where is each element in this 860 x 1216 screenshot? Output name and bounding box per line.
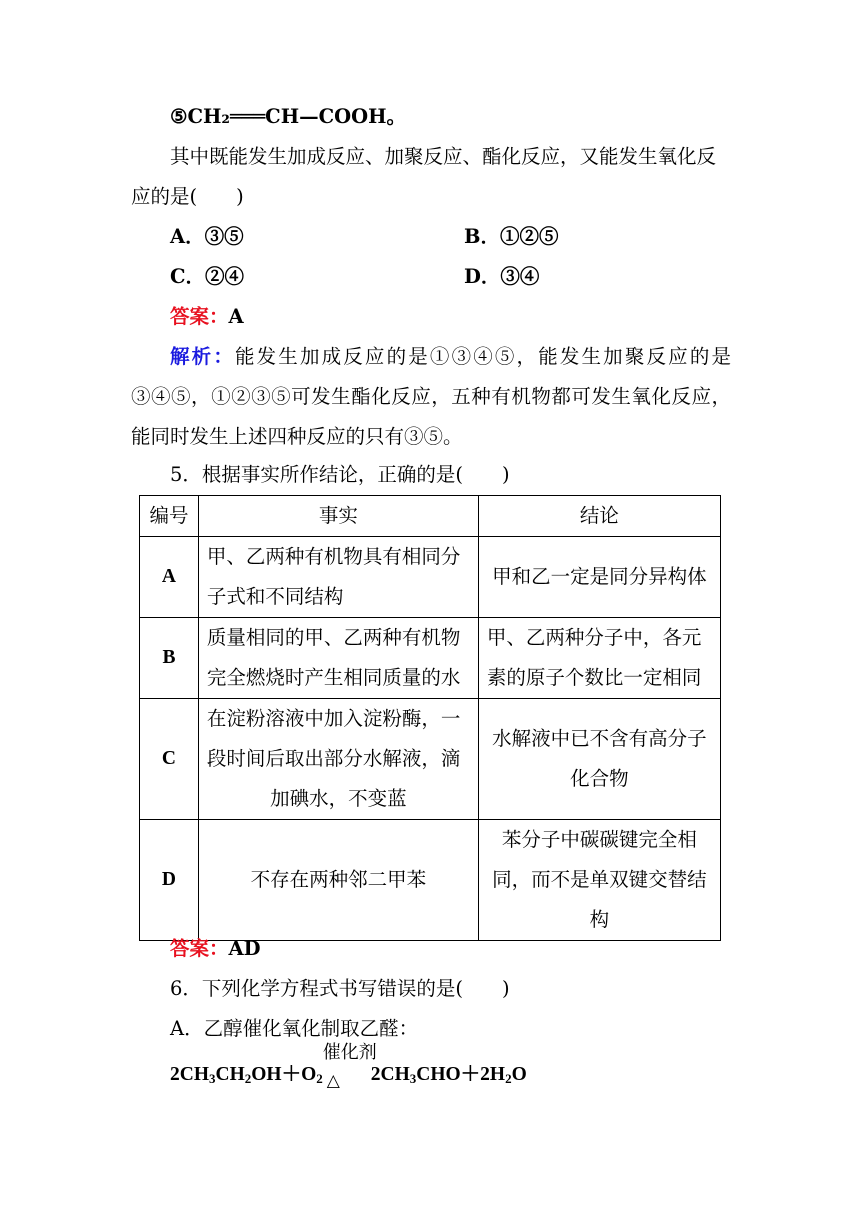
fact-line: 质量相同的甲、乙两种有机物: [206, 626, 461, 649]
conclusion-line: 水解液中已不含有高分子: [492, 727, 707, 750]
eq-subscript: 3: [209, 1071, 216, 1086]
fact-line: 不存在两种邻二甲苯: [250, 868, 427, 891]
fact-line: 在淀粉溶液中加入淀粉酶，一: [206, 707, 461, 730]
conclusion-line: 甲和乙一定是同分异构体: [492, 565, 707, 588]
row-id: C: [140, 699, 199, 820]
header-conclusion: 结论: [478, 496, 720, 537]
q4-analysis-line-2: ③④⑤，①②③⑤可发生酯化反应，五种有机物都可发生氧化反应，: [131, 385, 731, 408]
chemical-equation: [170, 1042, 527, 1091]
header-fact: 事实: [198, 496, 478, 537]
eq-subscript: 3: [409, 1071, 417, 1086]
row-conclusion: [478, 820, 720, 941]
row-id: D: [140, 820, 199, 941]
q4-option-c: C．②④: [170, 265, 245, 288]
eq-subscript: 2: [244, 1071, 252, 1086]
eq-text: 2CH: [370, 1064, 410, 1085]
row-fact: [198, 820, 478, 941]
answer-value: A: [228, 305, 244, 328]
answer-label: 答案：: [170, 305, 229, 328]
table-row: [140, 699, 721, 820]
row-fact: [198, 537, 478, 618]
facts-table: [139, 495, 721, 941]
analysis-label: 解析：: [170, 345, 235, 368]
row-conclusion: [478, 618, 720, 699]
q4-option-b: B．①②⑤: [464, 225, 559, 248]
conclusion-line: 苯分子中碳碳键完全相: [501, 828, 697, 851]
q4-stem-line-1: 其中既能发生加成反应、加聚反应、酯化反应，又能发生氧化反: [170, 145, 717, 168]
row-conclusion: [478, 699, 720, 820]
q4-analysis-line-1: [170, 344, 731, 370]
analysis-text-1: 能发生加成反应的是①③④⑤，能发生加聚反应的是: [234, 345, 731, 368]
fact-line: 子式和不同结构: [206, 585, 344, 608]
eq-text: CH: [215, 1064, 245, 1085]
q4-analysis-line-3: 能同时发生上述四种反应的只有③⑤。: [131, 425, 463, 448]
q6-option-a: A．乙醇催化氧化制取乙醛：: [170, 1017, 419, 1040]
table-row: [140, 618, 721, 699]
table-header-row: [140, 496, 721, 537]
conclusion-line: 化合物: [570, 767, 629, 790]
header-id: 编号: [140, 496, 199, 537]
eq-text: O: [511, 1064, 527, 1085]
q5-answer: [170, 936, 261, 962]
eq-text: 2CH: [170, 1064, 209, 1085]
catalyst-label: 催化剂: [322, 1042, 377, 1063]
eq-subscript: 2: [505, 1071, 512, 1086]
row-id: A: [140, 537, 199, 618]
row-fact: [198, 618, 478, 699]
q4-option-d: D．③④: [464, 265, 540, 288]
row-conclusion: [478, 537, 720, 618]
fact-line: 加碘水，不变蓝: [270, 787, 407, 810]
heat-symbol: △: [326, 1071, 340, 1091]
eq-subscript: 2: [316, 1071, 323, 1086]
conclusion-line: 同，而不是单双键交替结: [492, 868, 707, 891]
conclusion-line: 甲、乙两种分子中，各元: [486, 626, 702, 649]
q4-stem-line-2: 应的是( ): [131, 185, 244, 208]
answer-value: AD: [228, 937, 261, 960]
q6-stem: 6．下列化学方程式书写错误的是( ): [170, 977, 510, 1000]
answer-label: 答案：: [170, 937, 229, 960]
q4-answer: [170, 304, 244, 330]
row-fact: [198, 699, 478, 820]
eq-text: OH＋O: [251, 1064, 317, 1085]
conclusion-line: 素的原子个数比一定相同: [486, 666, 702, 689]
q5-stem: 5．根据事实所作结论，正确的是( ): [170, 463, 510, 486]
formula-line: ⑤CH₂═══CH—COOH。: [170, 105, 407, 128]
fact-line: 甲、乙两种有机物具有相同分: [206, 545, 461, 568]
row-id: B: [140, 618, 199, 699]
q4-option-a: A．③⑤: [170, 225, 244, 248]
table-row: [140, 820, 721, 941]
eq-text: CHO＋2H: [416, 1064, 506, 1085]
fact-line: 完全燃烧时产生相同质量的水: [206, 666, 461, 689]
table-row: [140, 537, 721, 618]
fact-line: 段时间后取出部分水解液，滴: [206, 747, 461, 770]
conclusion-line: 构: [589, 908, 610, 931]
reaction-condition: [322, 1042, 377, 1091]
